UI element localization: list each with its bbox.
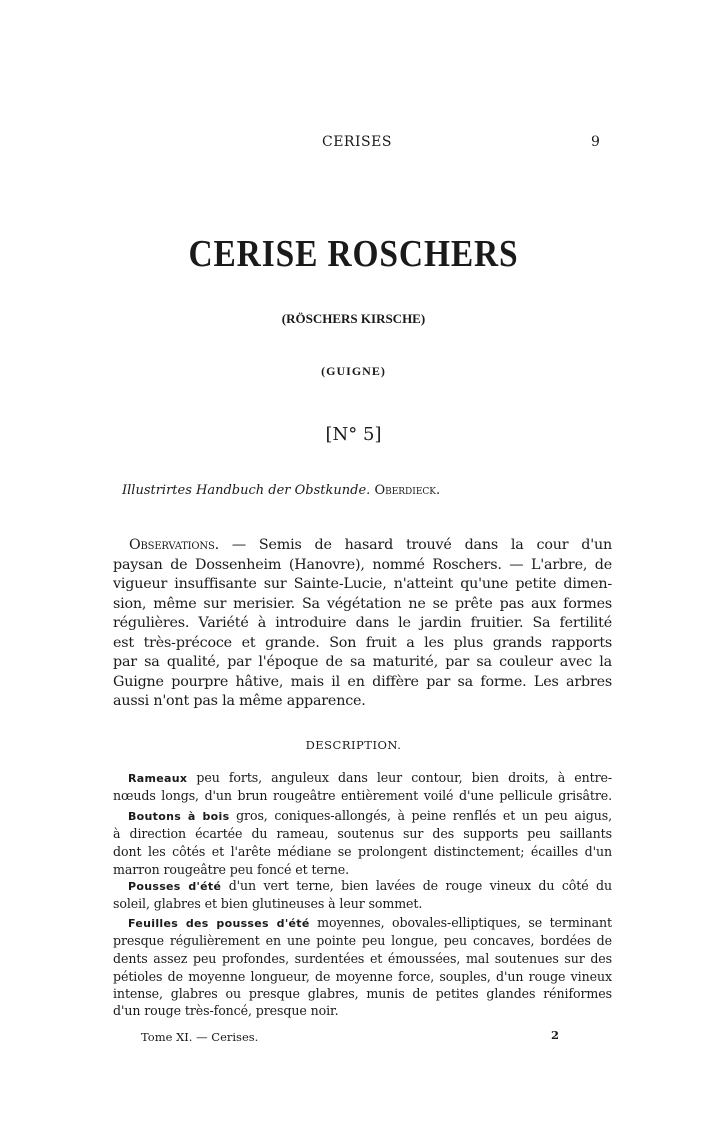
description-line: dents assez peu profondes, surdentées et émoussées, mal soutenues sur des xyxy=(113,951,612,966)
description-text: peu forts, anguleux dans leur contour, bien droits, à entre- xyxy=(196,770,613,785)
description-line: pétioles de moyenne longueur, de moyenne force, souples, d'un rouge vineux xyxy=(113,969,612,984)
observations-line: est très-précoce et grande. Son fruit a les plus grands rapports xyxy=(113,635,612,651)
reference-author: Oberdieck. xyxy=(374,483,441,498)
observations-line xyxy=(129,536,612,555)
running-title: CERISES xyxy=(322,134,392,150)
variety-number: [N° 5] xyxy=(325,424,382,445)
description-line: marron rougeâtre peu foncé et terne. xyxy=(113,862,349,877)
observations-line: par sa qualité, par l'époque de sa maturité, par sa couleur avec la xyxy=(113,654,612,670)
page-number: 9 xyxy=(591,134,600,150)
observations-line: paysan de Dossenheim (Hanovre), nommé Roschers. — L'arbre, de xyxy=(113,557,612,573)
description-line: intense, glabres ou presque glabres, munis de petites glandes réniformes xyxy=(113,986,612,1001)
description-line: nœuds longs, d'un brun rougeâtre entièrement voilé d'une pellicule grisâtre. xyxy=(113,788,612,803)
description-line: d'un rouge très-foncé, presque noir. xyxy=(113,1003,339,1018)
observations-line: sion, même sur merisier. Sa végétation ne se prête pas aux formes xyxy=(113,596,612,612)
footer-volume: Tome XI. — Cerises. xyxy=(141,1030,259,1044)
description-heading: DESCRIPTION. xyxy=(305,738,402,752)
synonym: (RÖSCHERS KIRSCHE) xyxy=(281,311,426,326)
page-title: CERISE ROSCHERS xyxy=(188,233,519,275)
term-pousses-d-ete: Pousses d'été xyxy=(128,880,222,893)
description-text: moyennes, obovales-elliptiques, se terminant xyxy=(317,915,612,930)
description-line: dont les côtés et l'arête médiane se prolongent distinctement; écailles d'un xyxy=(113,844,612,859)
description-line: à direction écartée du rameau, soutenus sur des supports peu saillants xyxy=(113,826,612,841)
signature-mark: 2 xyxy=(551,1028,560,1042)
description-text: gros, coniques-allongés, à peine renflés et un peu aigus, xyxy=(236,808,613,823)
reference-work: Illustrirtes Handbuch der Obstkunde. xyxy=(122,483,371,498)
description-line xyxy=(128,877,612,896)
description-line: presque régulièrement en une pointe peu longue, peu concaves, bordées de xyxy=(113,933,612,948)
description-line: soleil, glabres et bien glutineuses à leur sommet. xyxy=(113,896,423,911)
term-rameaux: Rameaux xyxy=(128,772,188,785)
description-line xyxy=(128,807,612,826)
observations-line: régulières. Variété à introduire dans le jardin fruitier. Sa fertilité xyxy=(113,615,612,631)
observations-line: Guigne pourpre hâtive, mais il en diffère par sa forme. Les arbres xyxy=(113,674,612,690)
reference xyxy=(122,483,440,498)
term-feuilles-des-pousses: Feuilles des pousses d'été xyxy=(128,917,310,930)
category: (GUIGNE) xyxy=(321,364,386,378)
description-line xyxy=(128,914,612,933)
observations-text: — Semis de hasard trouvé dans la cour d'un xyxy=(231,537,612,553)
term-boutons-a-bois: Boutons à bois xyxy=(128,810,230,823)
description-text: d'un vert terne, bien lavées de rouge vineux du côté du xyxy=(228,878,613,893)
observations-line: vigueur insuffisante sur Sainte-Lucie, n'atteint qu'une petite dimen- xyxy=(113,576,612,592)
description-line xyxy=(128,769,612,788)
observations-label: Observations. xyxy=(129,537,219,553)
observations-line: aussi n'ont pas la même apparence. xyxy=(113,693,366,709)
